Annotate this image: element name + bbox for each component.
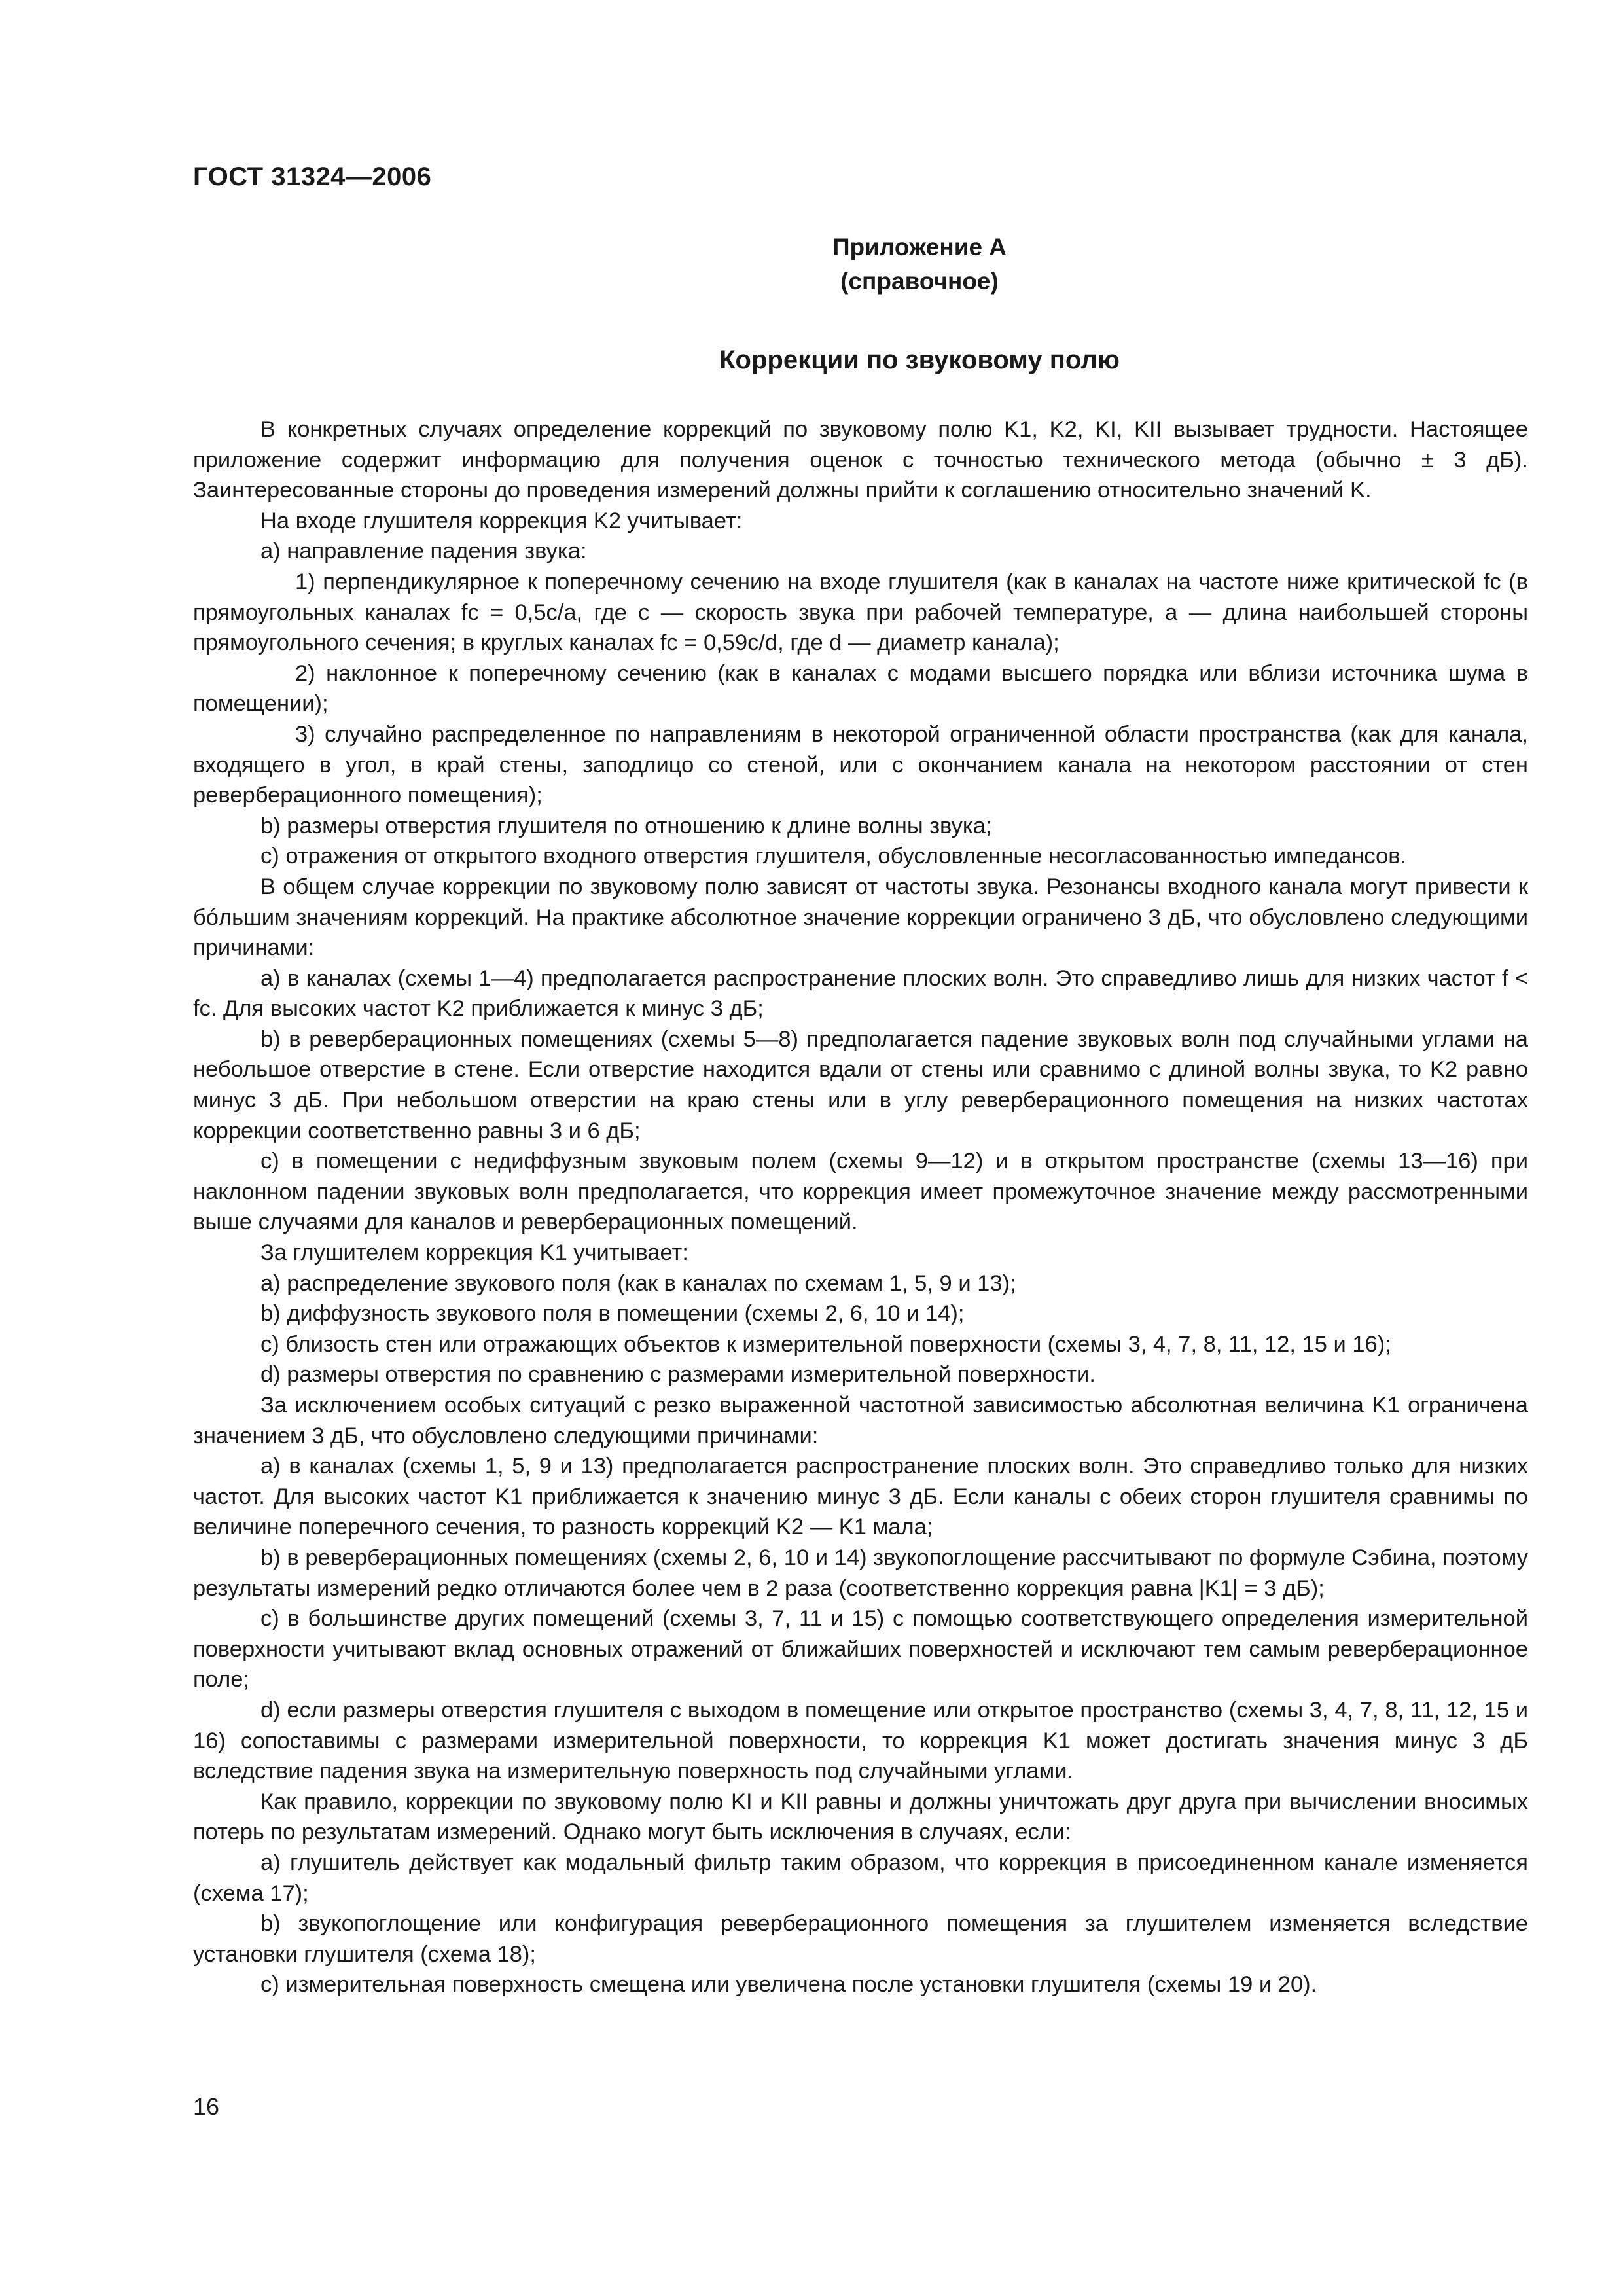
annex-heading (0, 230, 1623, 298)
list-item: а) направление падения звука: (260, 539, 587, 564)
list-item: b) звукопоглощение или конфигурация реверберационного помещения за глушителем изменяется вследствие установки глушителя (схема 18); (193, 1911, 1528, 1967)
paragraph: В общем случае коррекции по звуковому полю зависят от частоты звука. Резонансы входного канала могут привести к бóльшим значениям коррекций. На практике абсолютное значение коррекции ограничено 3 дБ, что обусловлено следующими причинами: (193, 874, 1528, 961)
paragraph: В конкретных случаях определение коррекций по звуковому полю K1, K2, KI, KII вызывает трудности. Настоящее приложение содержит информацию для получения оценок с точностью технического метода (обычно ± 3 дБ). Заинтересованные стороны до проведения измерений должны прийти к соглашению относительно значений K. (193, 417, 1528, 503)
annex-label: Приложение А (832, 234, 1007, 260)
list-item: b) диффузность звукового поля в помещении (схемы 2, 6, 10 и 14); (260, 1301, 965, 1327)
paragraph: На входе глушителя коррекция K2 учитывает: (260, 508, 743, 533)
document-id: ГОСТ 31324—2006 (193, 162, 432, 191)
list-item: а) распределение звукового поля (как в каналах по схемам 1, 5, 9 и 13); (260, 1270, 1016, 1296)
page-number: 16 (193, 2093, 220, 2120)
annex-status: (справочное) (840, 268, 999, 295)
list-item: а) в каналах (схемы 1—4) предполагается распространение плоских волн. Это справедливо лишь для низких частот f < fc. Для высоких частот K2 приближается к минус 3 дБ; (193, 965, 1528, 1022)
list-item: с) отражения от открытого входного отверстия глушителя, обусловленные несогласованностью импедансов. (260, 844, 1407, 869)
paragraph: Как правило, коррекции по звуковому полю KI и KII равны и должны уничтожать друг друга при вычислении вносимых потерь по результатам измерений. Однако могут быть исключения в случаях, если: (193, 1789, 1528, 1845)
list-item: b) в реверберационных помещениях (схемы 2, 6, 10 и 14) звукопоглощение рассчитывают по формуле Сэбина, поэтому результаты измерений редко отличаются более чем в 2 раза (соответственно коррекция равна |K1| = 3 дБ); (193, 1545, 1528, 1601)
sub-list-item: 1) перпендикулярное к поперечному сечению на входе глушителя (как в каналах на частоте ниже критической fc (в прямоугольных каналах fc = 0,5c/a, где c — скорость звука при рабочей температуре, a — длина наибольшей стороны прямоугольного сечения; в круглых каналах fc = 0,59c/d, где d — диаметр канала); (193, 569, 1528, 656)
list-item: с) в большинстве других помещений (схемы 3, 7, 11 и 15) с помощью соответствующего определения измерительной поверхности учитывают вклад основных отражений от ближайших поверхностей и исключают тем самым реверберационное поле; (193, 1606, 1528, 1693)
list-item: а) глушитель действует как модальный фильтр таким образом, что коррекция в присоединенном канале изменяется (схема 17); (193, 1850, 1528, 1906)
body-text (193, 414, 1528, 2000)
sub-list-item: 2) наклонное к поперечному сечению (как в каналах с модами высшего порядка или вблизи источника шума в помещении); (193, 660, 1528, 717)
paragraph: За исключением особых ситуаций с резко выраженной частотной зависимостью абсолютная величина K1 ограничена значением 3 дБ, что обусловлено следующими причинами: (193, 1393, 1528, 1448)
list-item: b) в реверберационных помещениях (схемы 5—8) предполагается падение звуковых волн под случайными углами на небольшое отверстие в стене. Если отверстие находится вдали от стены или сравнимо с длиной волны звука, то K2 равно минус 3 дБ. При небольшом отверстии на краю стены или в углу реверберационного помещения на низких частотах коррекции соответственно равны 3 и 6 дБ; (193, 1026, 1528, 1143)
list-item: с) измерительная поверхность смещена или увеличена после установки глушителя (схемы 19 и 20). (260, 1972, 1317, 1998)
list-item: d) размеры отверстия по сравнению с размерами измерительной поверхности. (260, 1362, 1096, 1388)
section-title: Коррекции по звуковому полю (719, 346, 1120, 374)
list-item: b) размеры отверстия глушителя по отношению к длине волны звука; (260, 813, 992, 838)
paragraph: За глушителем коррекция K1 учитывает: (260, 1240, 688, 1266)
list-item: а) в каналах (схемы 1, 5, 9 и 13) предполагается распространение плоских волн. Это справедливо только для низких частот. Для высоких частот K1 приближается к значению минус 3 дБ. Если каналы с обеих сторон глушителя сравнимы по величине поперечного сечения, то разность коррекций K2 — K1 мала; (193, 1454, 1528, 1540)
list-item: d) если размеры отверстия глушителя с выходом в помещение или открытое пространство (схемы 3, 4, 7, 8, 11, 12, 15 и 16) сопоставимы с размерами измерительной поверхности, то коррекция K1 может достигать значения минус 3 дБ вследствие падения звука на измерительную поверхность под случайными углами. (193, 1697, 1528, 1784)
list-item: с) близость стен или отражающих объектов к измерительной поверхности (схемы 3, 4, 7, 8, 11, 12, 15 и 16); (260, 1331, 1391, 1357)
sub-list-item: 3) случайно распределенное по направлениям в некоторой ограниченной области пространства (как для канала, входящего в угол, в край стены, заподлицо со стеной, или с окончанием канала на некотором расстоянии от стен реверберационного помещения); (193, 721, 1528, 808)
list-item: с) в помещении с недиффузным звуковым полем (схемы 9—12) и в открытом пространстве (схемы 13—16) при наклонном падении звуковых волн предполагается, что коррекция имеет промежуточное значение между рассмотренными выше случаями для каналов и реверберационных помещений. (193, 1149, 1528, 1235)
